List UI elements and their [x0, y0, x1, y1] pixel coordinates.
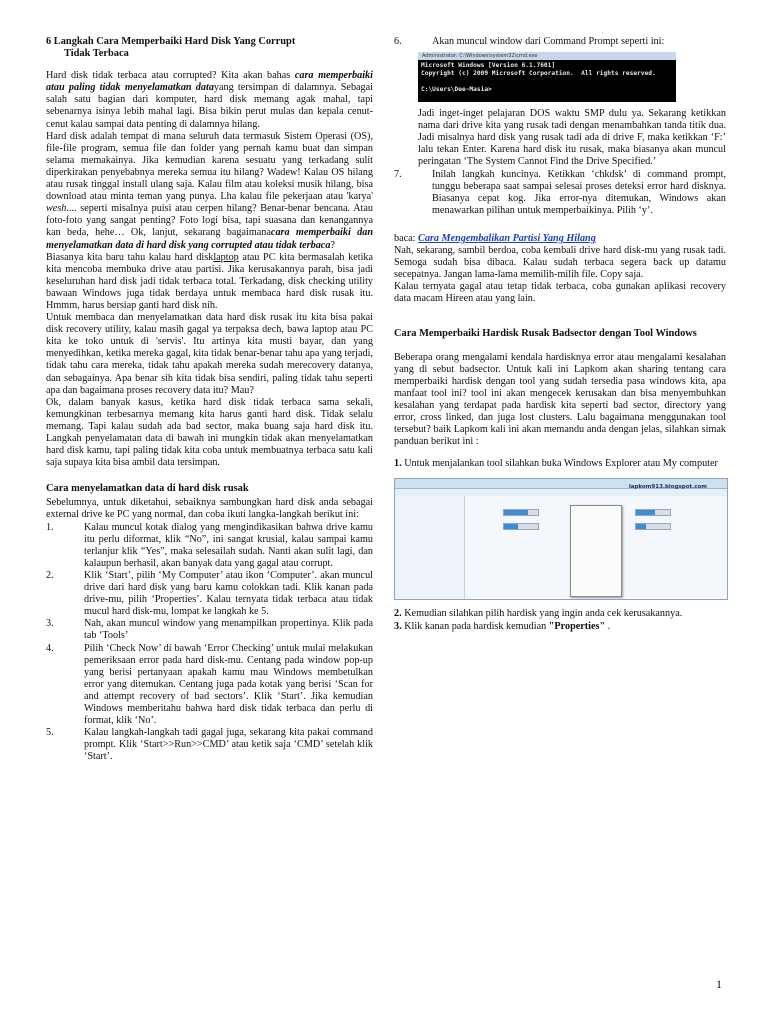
steps-list [46, 522, 373, 764]
list-item: 3. Nah, akan muncul window yang menampilkan propertinya. Klik pada tab ‘Tools’ [46, 618, 373, 642]
right-column [394, 36, 726, 633]
paragraph-pray: Nah, sekarang, sambil berdoa, coba kembali drive hard disk-mu yang rusak tadi. Semoga sudah bisa dibaca. Kalau sudah terbaca segera back up datamu secepatnya. Jangan lama-lama memilih-milih file. Copy saja. [394, 245, 726, 281]
heading-rescue: Cara menyelamatkan data di hard disk rusak [46, 483, 249, 495]
article-title: 6 Langkah Cara Memperbaiki Hard Disk Yang Corrupt Tidak Terbaca [46, 36, 296, 60]
paragraph-laptop: Biasanya kita baru tahu kalau hard disklaptop atau PC kita bermasalah ketika kita mencoba membuka drive atau partisi. Jika kerusakannya parah, bisa jadi keseluruhan hard disk jadi tidak terbaca total. Terkadang, disk checking utility bawaan Windows juga tidak berdaya untuk membaca hard disk rusak itu. Hmmm, harus bersiap ganti hard disk nih. [46, 251, 374, 311]
read-also: baca: Cara Mengembalikan Partisi Yang Hilang [394, 232, 596, 244]
paragraph-recovery: Untuk membaca dan menyelamatkan data hard disk rusak itu kita bisa pakai disk recovery utility, kalau masih gagal ya terpaksa dech, bawa laptop atau PC kita ke toko untuk di 'servis'. Itu artinya kita musti bayar, dan yang menyedihkan, ketika mereka gagal, kita tidak benar-benar tahu apa yang terjadi, tidak tahu cara mereka, tidak tahu apakah mereka sudah merecovery datanya, dan sebagainya. Apa benar sih kita tidak bisa sendiri, paling tidak tahu seperti apa dan bagaimana proses recovery data itu? Mau? [46, 312, 373, 396]
list-item: 5. Kalau langkah-langkah tadi gagal juga, sekarang kita pakai command prompt. Klik ‘Start>>Run>>CMD’ atau ketik saja ‘CMD’ setelah klik ‘Start’. [46, 727, 373, 763]
list-item: 4. Pilih ‘Check Now’ di bawah ‘Error Checking’ untuk mulai melakukan pemeriksaan error pada hard disk-mu. Centang pada window pop-up yang berisi pertanyaan apakah kamu mau Windows membetulkan error yang ditemukan. Centang juga pada kotak yang berisi ‘Scan for and attempt recovery of bad sectors’. Klik ‘Start’. Jika kemudian Windows memberitahu bahwa hard disk tidak terbaca dan perlu di format, klik ‘No’. [46, 642, 373, 727]
windows-explorer-screenshot [394, 478, 728, 600]
blog-watermark: lapkom913.blogspot.com [628, 484, 707, 491]
paragraph-intro: Hard disk tidak terbaca atau corrupted? Kita akan bahas cara memperbaiki atau paling tidak menyelamatkan datayang tersimpan di dalamnya. Sebagai salah satu bagian dari komputer, hard disk memang agak mahal, tapi sebenarnya isinya lebih mahal lagi. Bisa bikin perut mulas dan kepala cenut-cenut kalau sampai data penting di dalamnya hilang. [46, 70, 373, 130]
instruction-2: 2. Kemudian silahkan pilih hardisk yang ingin anda cek kerusakannya. [394, 608, 683, 620]
steps-list-continued-2 [394, 169, 726, 217]
list-item: 1. Kalau muncul kotak dialog yang mengindikasikan bahwa drive kamu itu perlu diformat, klik “No”, ini sangat krusial, kalau sampai kamu terlanjur klik “Yes”, maka selesailah sudah. Nanti akan sulit lagi, dan kalaupun berhasil, akan banyak data yang gagal atau corrupt. [46, 521, 373, 569]
paragraph-steps-intro: Sebelumnya, untuk diketahui, sebaiknya sambungkan hard disk anda sebagai external drive ke PC yang normal, dan coba ikuti langka-langkah berikut ini: [46, 497, 373, 521]
paragraph-lapkom: Beberapa orang mengalami kendala hardisknya error atau mengalami kesalahan yang di sebut badsector. Untuk kali ini Lapkom akan sharing tentang cara memperbaiki hardisk dengan tool yang sudah tersedia pasa windows kita, apa manfaat tool ini? tool ini akan mengecek kerusakan dan bisa menyembuhkan kesalahan yang terdapat pada hardisk kita seperti bad sector, directory yang error, cross linked, dan juga lost clusters. Lalu bagaimana menggunakan tool tersebut? baik Lapkom kali ini akan memandu anda dengan jelas, silahkan simak panduan berikut ini : [394, 351, 726, 448]
step6-details: Jadi inget-inget pelajaran DOS waktu SMP dulu ya. Sekarang ketikkan nama dari drive kita yang rusak tadi dengan menambahkan tanda titik dua. Jadi misalnya hard disk yang rusak tadi ada di drive F, maka ketikkan ‘F:’ lalu tekan Enter. Karena hard disk itu rusak, maka biasanya akan muncul peringatan ‘The System Cannot Find the Drive Specified.’ [418, 108, 726, 168]
explorer-sidebar [395, 496, 465, 599]
steps-list-continued [394, 36, 726, 48]
paragraph-failed: Kalau ternyata gagal atau tetap tidak terbaca, coba gunakan aplikasi recovery data macam Hireen atau yang lain. [394, 281, 726, 305]
instruction-1: 1. Untuk menjalankan tool silahkan buka Windows Explorer atau My computer [394, 458, 718, 470]
paragraph-harddisk: Hard disk adalah tempat di mana seluruh data termasuk Sistem Operasi (OS), file-file program, semua file dan folder yang pernah kamu buat dan simpan selama memakainya. Jika kemudian karena sesuatu yang terkadang sulit diperkirakan penyebabnya mereka semua itu hilang? Wadew! Kalau OS hilang atau rusak tinggal install ulang saja. Kalau film atau koleksi musik hilang, bisa download atau minta teman yang punya. Lha kalau file pekerjaan atau 'karya' wesh.... seperti misalnya puisi atau cerpen hilang? Benar-benar bencana. Atau foto-foto yang sangat penting? Foto logi bisa, tapi suasana dan kenangannya kan beda, hehe… Ok, lanjut, sekarang bagaimanacara memperbaiki dan menyelamatkan data di hard disk yang corrupted atau tidak terbaca? [46, 130, 373, 251]
partition-article-link[interactable]: Cara Mengembalikan Partisi Yang Hilang [418, 232, 596, 244]
list-item: 7. Inilah langkah kuncinya. Ketikkan ‘chkdsk’ di command prompt, tunggu beberapa saat sampai selesai proses deteksi error hard disknya. Biasanya cepat kog. Jika error-nya ditemukan, Windows akan menawarkan pilihan untuk memperbaikinya. Pilih ‘y’. [394, 168, 726, 216]
command-prompt-screenshot: Administrator: C:\Windows\system32\cmd.exe Microsoft Windows [Version 6.1.7601] Copyright (c) 2009 Microsoft Corporation. All rights reserved. C:\Users\Dee-Masia> [418, 52, 676, 102]
left-column [46, 36, 373, 763]
heading-badsector: Cara Memperbaiki Hardisk Rusak Badsector dengan Tool Windows [394, 327, 697, 339]
instruction-3: 3. Klik kanan pada hardisk kemudian "Properties" . [394, 620, 611, 632]
list-item: 2. Klik ‘Start’, pilih ‘My Computer’ atau ikon ‘Computer’. akan muncul drive dari hard disk yang baru kamu colokkan tadi. Klik kanan pada drive-mu, pilih ‘Properties’. Kalau ternyata tidak terbaca atau tidak mucul hard disk-mu, lompat ke langkah ke 5. [46, 569, 373, 618]
paragraph-badsector: Ok, dalam banyak kasus, ketika hard disk tidak terbaca sama sekali, kemungkinan terbesarnya memang kita harus ganti hard disk. Tidak selalu memang. Tapi kalau sudah ada bad sector, maka buang saja hard disk itu. Langkah penyelamatan data di bawah ini mungkin tidak akan menyelamatkan hard disk kamu, tapi paling tidak kita coba untuk membuatnya terbaca satu kali saja supaya kita bisa ambil data tersimpan. [46, 396, 373, 469]
context-menu [570, 505, 622, 597]
list-item: 6. Akan muncul window dari Command Prompt seperti ini: [394, 36, 665, 47]
page-number: 1 [716, 977, 722, 991]
laptop-link[interactable]: laptop [213, 251, 239, 263]
